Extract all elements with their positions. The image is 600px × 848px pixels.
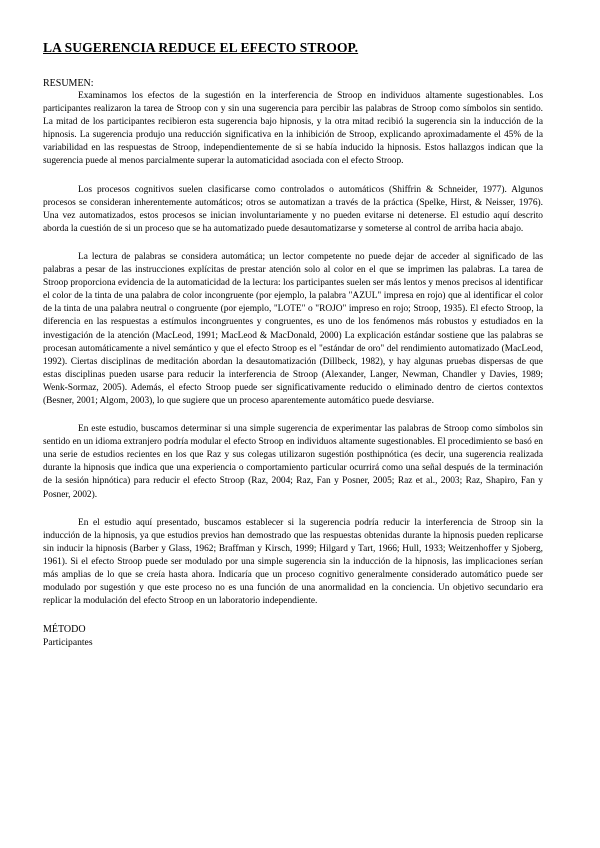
body-paragraph-4: En el estudio aquí presentado, buscamos establecer si la sugerencia podría reducir la interferencia de Stroop sin la inducción de la hipnosis, ya que estudios previos han demostrado que las respuestas obtenidas durante la hipnosis pueden replicarse sin inducir la hipnosis (Barber y Glass, 1962; Braffman y Kirsch, 1999; Hilgard y Tart, 1966; Hull, 1933; Weitzenhoffer y Sjoberg, 1961). Si el efecto Stroop puede ser modulado por una simple sugerencia sin la inducción de la hipnosis, las implicaciones serían más amplias de lo que se creía hasta ahora. Indicaría que un proceso cognitivo generalmente considerado automático puede ser modulado por sugestión y que este proceso no es una función de una anormalidad en la conciencia. Un objetivo secundario era replicar la modulación del efecto Stroop en un laboratorio independiente. <box>43 517 543 607</box>
paragraph-gap <box>43 236 543 251</box>
paragraph-gap <box>43 169 543 184</box>
abstract-label: RESUMEN: <box>43 78 94 89</box>
body-paragraph-3: En este estudio, buscamos determinar si una simple sugerencia de experimentar las palabras de Stroop como símbolos sin sentido en un idioma extranjero podría modular el efecto Stroop en individuos altamente sugestionables. El procedimiento se basó en una serie de estudios recientes en los que Raz y sus colegas utilizaron sugestión posthipnótica (es decir, una sugerencia realizada durante la hipnosis que indica que una experiencia o comportamiento particular ocurrirá como una señal después de la terminación de la sesión hipnótica) para reducir el efecto Stroop (Raz, 2004; Raz, Fan y Posner, 2005; Raz et al., 2003; Raz, Shapiro, Fan y Posner, 2002). <box>43 424 543 500</box>
paragraph-gap <box>43 408 543 423</box>
abstract-paragraph: Examinamos los efectos de la sugestión en la interferencia de Stroop en individuos altamente sugestionables. Los participantes realizaron la tarea de Stroop con y sin una sugerencia para percibir las palabras de Stroop como símbolos sin sentido. La mitad de los participantes recibieron esta sugerencia bajo hipnosis, y la otra mitad recibió la sugerencia sin la inducción de la hipnosis. La sugerencia produjo una reducción significativa en la inhibición de Stroop, explicando aproximadamente el 45% de la variabilidad en las respuestas de Stroop, independientemente de si se había inducido la hipnosis. Estos hallazgos indican que la sugerencia puede al menos parcialmente superar la automaticidad asociada con el efecto Stroop. <box>43 91 543 167</box>
document-title: LA SUGERENCIA REDUCE EL EFECTO STROOP. <box>43 40 359 55</box>
body-paragraph-1: Los procesos cognitivos suelen clasificarse como controlados o automáticos (Shiffrin & Schneider, 1977). Algunos procesos se consideran inherentemente automáticos; otros se automatizan a través de la práctica (Spelke, Hirst, & Neisser, 1976). Una vez automatizados, estos procesos se inician involuntariamente y no pueden evitarse ni detenerse. El estudio aquí descrito aborda la cuestión de si un proceso que se ha automatizado puede desautomatizarse y someterse al control de arriba hacia abajo. <box>43 184 543 234</box>
method-heading: MÉTODO <box>43 624 86 636</box>
body-paragraph-2: La lectura de palabras se considera automática; un lector competente no puede dejar de acceder al significado de las palabras a pesar de las instrucciones explícitas de prestar atención solo al color en el que se imprimen las palabras. La tarea de Stroop proporciona evidencia de la automaticidad de la lectura: los participantes suelen ser más lentos y menos precisos al identificar el color de la tinta de una palabra de color incongruente (por ejemplo, la palabra "AZUL" impresa en rojo) que al identificar el color de la tinta de una palabra neutral o congruente (por ejemplo, "LOTE" o "ROJO" impreso en rojo; Stroop, 1935). El efecto Stroop, la diferencia en las respuestas a estímulos incongruentes y congruentes, es uno de los fenómenos más robustos y estudiados en la investigación de la atención (MacLeod, 1991; MacLeod & MacDonald, 2000) La explicación estándar sostiene que las palabras se procesan automáticamente a nivel semántico y que el efecto Stroop es el "estándar de oro" del rendimiento automatizado (MacLeod, 1992). Ciertas disciplinas de meditación abordan la desautomatización (Dillbeck, 1982), y hay algunas pruebas dispersas de que estas disciplinas pueden usarse para reducir la interferencia de Stroop (Alexander, Langer, Newman, Chandler y Davies, 1989; Wenk-Sormaz, 2005). Además, el efecto Stroop puede ser significativamente reducido o eliminado dentro de ciertos contextos (Besner, 2001; Algom, 2003), lo que sugiere que un proceso aparentemente automático puede desviarse. <box>43 251 543 406</box>
method-subheading: Participantes <box>43 637 93 649</box>
paragraph-gap <box>43 608 543 623</box>
paragraph-gap <box>43 502 543 517</box>
